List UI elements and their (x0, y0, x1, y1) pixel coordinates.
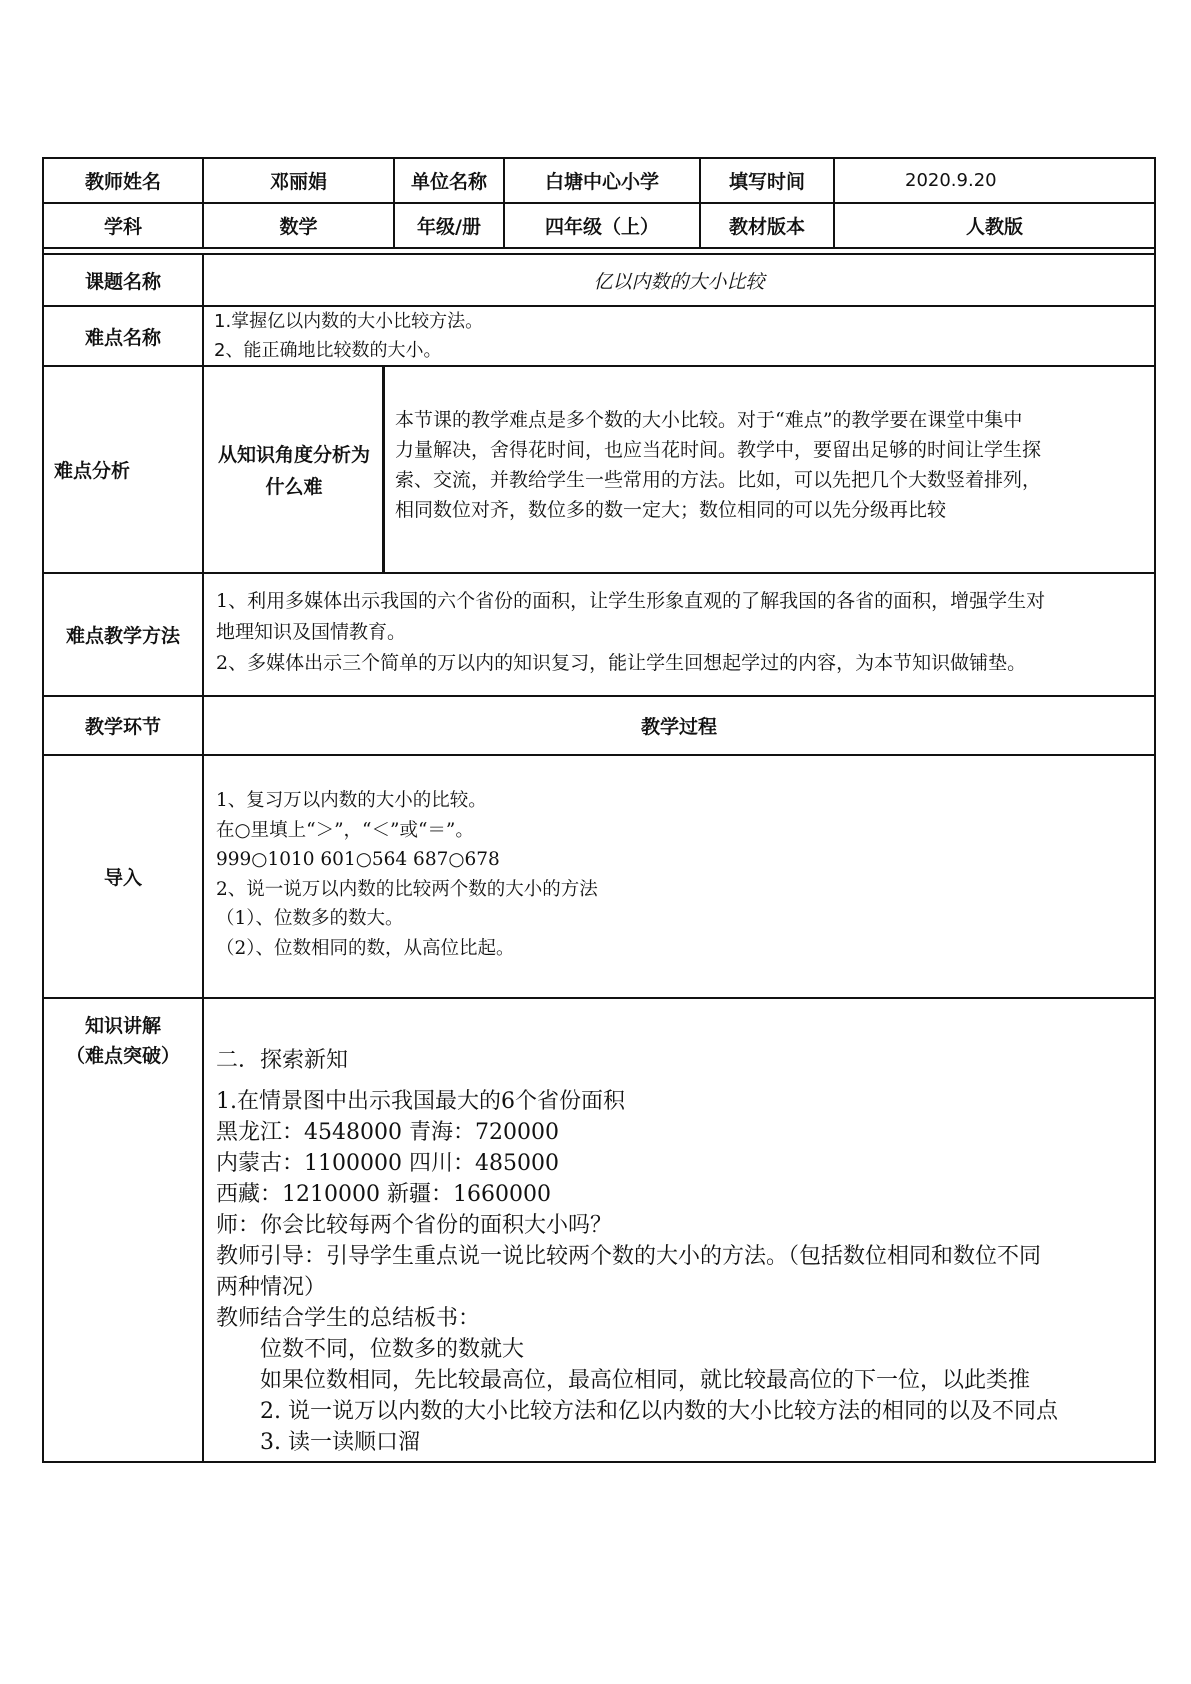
process-title: 教学过程 (202, 697, 1154, 754)
process-stage-label: 教学环节 (84, 716, 161, 738)
difficulty-line-1: 1.掌握亿以内数的大小比较方法。 (214, 311, 484, 332)
analysis-sublabel-cell (202, 367, 382, 572)
intro-line-1: 1、复习万以内数的大小的比较。 (216, 790, 487, 811)
grade-label: 年级/册 (393, 204, 503, 247)
knowledge-label-cell (44, 999, 202, 1461)
analysis-sublabel: 从知识角度分析为什么难 (217, 444, 370, 498)
knowledge-line-10: 如果位数相同，先比较最高位，最高位相同，就比较最高位的下一位，以此类推 (260, 1368, 1031, 1393)
method-line-1: 1、利用多媒体出示我国的六个省份的面积，让学生形象直观的了解我国的各省的面积，增强学生对 (216, 590, 1046, 612)
method-label: 难点教学方法 (65, 625, 180, 647)
analysis-line-2: 力量解决，舍得花时间，也应当花时间。教学中，要留出足够的时间让学生探 (395, 439, 1042, 461)
difficulty-line-2: 2、能正确地比较数的大小。 (214, 340, 442, 361)
knowledge-line-5: 师：你会比较每两个省份的面积大小吗？ (216, 1213, 613, 1238)
method-line-2: 地理知识及国情教育。 (216, 621, 407, 643)
knowledge-label-line-1: 知识讲解 (84, 1015, 161, 1037)
intro-label: 导入 (103, 867, 142, 889)
date-value: 2020.9.20 (905, 170, 997, 191)
process-header-row (44, 697, 1154, 756)
knowledge-line-11: 2. 说一说万以内数的大小比较方法和亿以内数的大小比较方法的相同的以及不同点 (260, 1399, 1058, 1424)
teacher-value: 邓丽娟 (202, 159, 393, 202)
analysis-row (44, 367, 1154, 574)
difficulty-cell (202, 307, 1154, 365)
intro-row (44, 756, 1154, 999)
knowledge-line-12: 3. 读一读顺口溜 (260, 1430, 420, 1455)
topic-value: 亿以内数的大小比较 (202, 255, 1154, 305)
analysis-content-cell (382, 367, 1154, 572)
analysis-line-3: 索、交流，并教给学生一些常用的方法。比如，可以先把几个大数竖着排列， (395, 469, 1042, 491)
knowledge-line-6: 教师引导：引导学生重点说一说比较两个数的大小的方法。（包括数位相同和数位不同 (216, 1244, 1042, 1269)
info-row-1 (44, 159, 1154, 204)
edition-label: 教材版本 (699, 204, 833, 247)
analysis-label: 难点分析 (54, 460, 131, 482)
intro-line-3: 999○1010 601○564 687○678 (216, 849, 500, 870)
knowledge-row (44, 999, 1154, 1461)
topic-label: 课题名称 (84, 270, 161, 293)
analysis-label-cell (44, 367, 202, 572)
date-label: 填写时间 (699, 159, 833, 202)
unit-value: 白塘中心小学 (503, 159, 699, 202)
difficulty-label: 难点名称 (84, 326, 161, 349)
knowledge-line-2: 黑龙江：4548000 青海：720000 (216, 1120, 559, 1145)
analysis-line-1: 本节课的教学难点是多个数的大小比较。对于“难点”的教学要在课堂中集中 (395, 409, 1023, 431)
lesson-plan-table (42, 157, 1156, 1463)
knowledge-line-7: 两种情况） (216, 1275, 327, 1300)
info-row-2 (44, 204, 1154, 249)
knowledge-section-title: 二．探索新知 (216, 1048, 349, 1073)
knowledge-line-4: 西藏：1210000 新疆：1660000 (216, 1182, 551, 1207)
teacher-label: 教师姓名 (84, 171, 161, 193)
grade-value: 四年级（上） (503, 204, 699, 247)
knowledge-line-1: 1.在情景图中出示我国最大的6个省份面积 (216, 1089, 625, 1114)
knowledge-line-3: 内蒙古：1100000 四川：485000 (216, 1151, 559, 1176)
difficulty-row (44, 307, 1154, 367)
knowledge-line-9: 位数不同，位数多的数就大 (260, 1337, 525, 1362)
intro-line-2: 在○里填上“＞”，“＜”或“＝”。 (216, 819, 474, 841)
subject-value: 数学 (202, 204, 393, 247)
analysis-line-4: 相同数位对齐，数位多的数一定大；数位相同的可以先分级再比较 (395, 499, 947, 521)
unit-label: 单位名称 (393, 159, 503, 202)
subject-label: 学科 (103, 216, 142, 238)
date-cell (833, 159, 1154, 202)
intro-cell (202, 756, 1154, 997)
method-row (44, 574, 1154, 697)
edition-value: 人教版 (833, 204, 1154, 247)
knowledge-cell (202, 999, 1154, 1461)
knowledge-line-8: 教师结合学生的总结板书： (216, 1306, 481, 1331)
intro-line-6: （2）、位数相同的数，从高位比起。 (216, 937, 515, 959)
intro-line-4: 2、说一说万以内数的比较两个数的大小的方法 (216, 878, 598, 900)
topic-row (44, 255, 1154, 307)
intro-line-5: （1）、位数多的数大。 (216, 908, 404, 929)
method-cell (202, 574, 1154, 695)
method-line-3: 2、多媒体出示三个简单的万以内的知识复习，能让学生回想起学过的内容，为本节知识做铺垫。 (216, 652, 1027, 674)
knowledge-label-line-2: （难点突破） (65, 1045, 180, 1067)
